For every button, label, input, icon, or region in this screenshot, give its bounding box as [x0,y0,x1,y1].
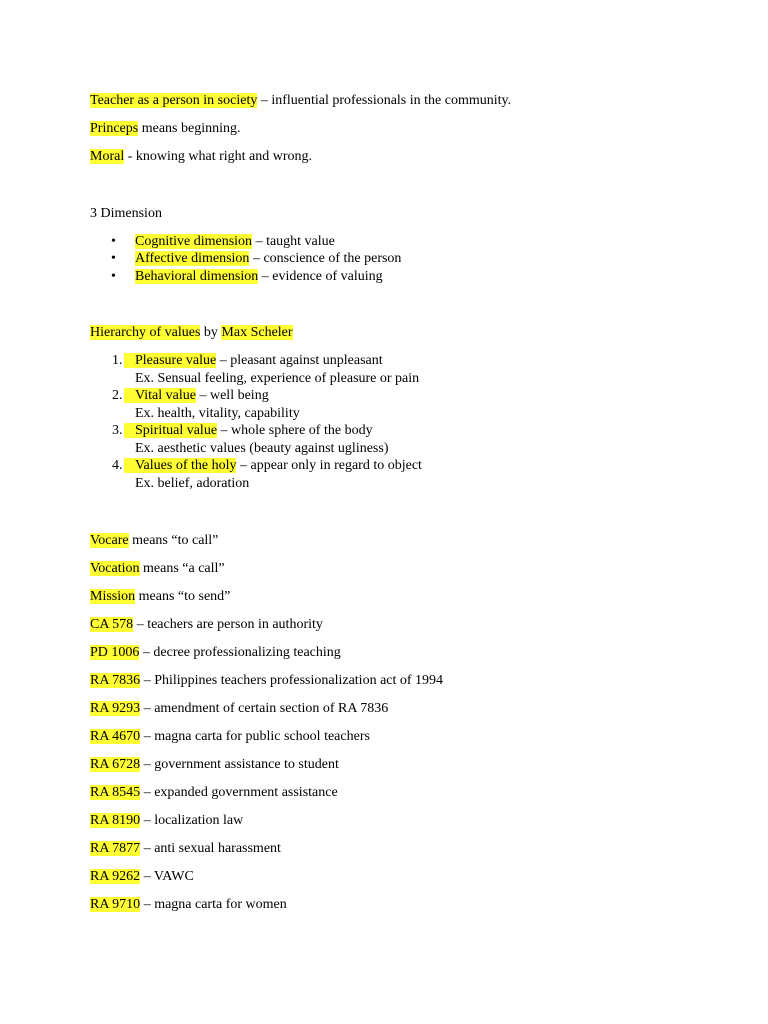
definition-text: – anti sexual harassment [140,841,281,856]
definition-text: – influential professionals in the community. [257,93,512,108]
definition-text: – government assistance to student [140,757,339,772]
example-text: Ex. aesthetic values (beauty against ugliness) [135,441,389,456]
definition-text: means “to send” [135,589,231,604]
term-line [90,868,194,885]
definition-text: – localization law [140,813,244,828]
highlighted-term: Cognitive dimension [135,234,253,249]
definition-text: – conscience of the person [249,251,402,266]
highlighted-term: Princeps [90,121,139,136]
list-item [124,457,422,474]
definition-text: – expanded government assistance [140,785,338,800]
highlighted-author: Max Scheler [221,325,293,340]
term-line [90,728,370,745]
highlighted-term: CA 578 [90,617,134,632]
term-line [90,588,230,605]
list-item [124,352,383,369]
highlighted-term: RA 9262 [90,869,141,884]
term-line [90,644,341,661]
definition-text: – magna carta for public school teachers [140,729,370,744]
highlighted-term: PD 1006 [90,645,140,660]
intro-line [90,120,240,137]
highlighted-term: RA 6728 [90,757,141,772]
term-line [90,672,443,689]
dimensions-heading: 3 Dimension [90,206,162,221]
example-text: Ex. health, vitality, capability [135,406,300,421]
bullet-icon: • [111,234,116,249]
list-item [124,387,269,404]
hierarchy-heading [90,324,293,341]
list-number: 2. [112,388,123,403]
list-item [135,233,335,250]
bullet-icon: • [111,251,116,266]
definition-text: - knowing what right and wrong. [124,149,313,164]
by-text: by [200,325,222,340]
intro-line [90,148,312,165]
definition-text: means “a call” [139,561,225,576]
definition-text: – Philippines teachers professionalization act of 1994 [140,673,444,688]
definition-text: – well being [195,388,269,403]
definition-text: – whole sphere of the body [217,423,373,438]
highlighted-term: RA 8545 [90,785,141,800]
highlighted-term: Pleasure value [124,353,216,368]
definition-text: – appear only in regard to object [236,458,422,473]
highlighted-term: RA 7877 [90,841,141,856]
highlighted-term: Mission [90,589,136,604]
highlighted-term: Hierarchy of values [90,325,201,340]
definition-text: – pleasant against unpleasant [216,353,383,368]
highlighted-term: RA 8190 [90,813,141,828]
highlighted-term: Behavioral dimension [135,269,259,284]
term-line [90,700,388,717]
bullet-icon: • [111,269,116,284]
highlighted-term: Moral [90,149,125,164]
term-line [90,812,243,829]
highlighted-term: Values of the holy [124,458,236,473]
definition-text: means beginning. [138,121,241,136]
list-number: 4. [112,458,123,473]
definition-text: – teachers are person in authority [133,617,323,632]
definition-text: – magna carta for women [140,897,287,912]
term-line [90,532,218,549]
highlighted-term: Spiritual value [124,423,217,438]
highlighted-term: Affective dimension [135,251,250,266]
list-item [135,250,401,267]
highlighted-term: RA 7836 [90,673,141,688]
definition-text: – taught value [252,234,335,249]
highlighted-term: RA 9710 [90,897,141,912]
highlighted-term: RA 4670 [90,729,141,744]
example-text: Ex. Sensual feeling, experience of pleasure or pain [135,371,420,386]
term-line [90,560,225,577]
definition-text: – evidence of valuing [258,269,383,284]
highlighted-term: Vocare [90,533,129,548]
intro-line [90,92,511,109]
highlighted-term: Vocation [90,561,140,576]
definition-text: – amendment of certain section of RA 7836 [140,701,389,716]
term-line [90,756,339,773]
term-line [90,840,281,857]
definition-text: – VAWC [140,869,194,884]
highlighted-term: Teacher as a person in society [90,93,258,108]
highlighted-term: RA 9293 [90,701,141,716]
term-line [90,784,338,801]
highlighted-term: Vital value [124,388,196,403]
list-item [124,422,373,439]
list-number: 3. [112,423,123,438]
list-item [135,268,383,285]
definition-text: – decree professionalizing teaching [139,645,341,660]
list-number: 1. [112,353,123,368]
term-line [90,896,287,913]
example-text: Ex. belief, adoration [135,476,250,491]
term-line [90,616,323,633]
definition-text: means “to call” [128,533,219,548]
